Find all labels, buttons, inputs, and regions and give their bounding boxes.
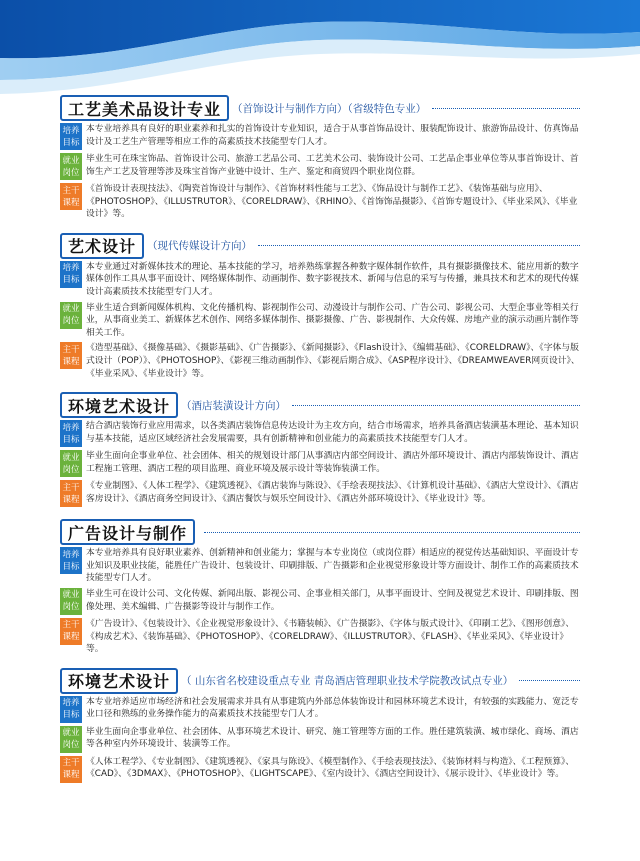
badge-label-bottom: 课程 bbox=[62, 494, 80, 505]
training-goal-text: 结合酒店装饰行业应用需求，以各类酒店装饰信息传达设计为主攻方向，结合市场需求，培养具备酒店装潢基本理论、基本知识与基本技能，适应区域经济社会发展需要，具有创新精神和创业能力的高素质技术技能型专门人才。 bbox=[86, 421, 579, 444]
badge-label-top: 主干 bbox=[62, 185, 80, 196]
employment-badge bbox=[60, 726, 82, 753]
employment-row bbox=[60, 302, 580, 340]
program-section bbox=[60, 393, 580, 507]
training-goal-badge bbox=[60, 420, 82, 447]
courses-badge bbox=[60, 342, 82, 369]
training-goal-row bbox=[60, 420, 580, 447]
badge-label-top: 培养 bbox=[62, 698, 80, 709]
courses-row bbox=[60, 480, 580, 507]
employment-row bbox=[60, 450, 580, 477]
courses-text: 《造型基础》、《摄像基础》、《摄影基础》、《广告摄影》、《新闻摄影》、《Flash设计》、《编辑基础》、《CORELDRAW》、《字体与版式设计（POP）》、《PHOTOSHOP》、《影视三维动画制作》、《影视后期合成》、《ASP程序设计》、《DREAMWEAVER网页设计》、《毕业采风》、《毕业设计》等。 bbox=[86, 343, 580, 379]
badge-label-bottom: 目标 bbox=[62, 137, 80, 148]
section-header bbox=[60, 234, 580, 258]
section-divider bbox=[519, 680, 580, 681]
badge-label-bottom: 目标 bbox=[62, 710, 80, 721]
section-title: 环境艺术设计 bbox=[60, 392, 178, 418]
badge-label-bottom: 目标 bbox=[62, 434, 80, 445]
section-divider bbox=[204, 532, 580, 533]
badge-label-top: 培养 bbox=[62, 549, 80, 560]
employment-text: 毕业生可在设计公司、文化传媒、新闻出版、影视公司、企事业相关部门，从事平面设计、空间及视觉艺术设计、印刷排版、图像处理、美术编辑、广告摄影等设计与制作工作。 bbox=[86, 588, 579, 612]
courses-text: 《专业制图》、《人体工程学》、《建筑透视》、《酒店装饰与陈设》、《手绘表现技法》、《计算机设计基础》、《酒店大堂设计》、《酒店客房设计》、《酒店商务空间设计》、《酒店餐饮与娱乐空间设计》、《酒店外部环境设计》、《毕业设计》等。 bbox=[86, 481, 579, 504]
badge-label-top: 主干 bbox=[62, 620, 80, 631]
badge-label-bottom: 课程 bbox=[62, 770, 80, 781]
courses-badge bbox=[60, 183, 82, 210]
program-section bbox=[60, 520, 580, 656]
badge-label-bottom: 课程 bbox=[62, 632, 80, 643]
training-goal-badge bbox=[60, 123, 82, 150]
training-goal-text: 本专业通过对新媒体技术的理论、基本技能的学习，培养熟练掌握各种数字媒体制作软件，具有摄影摄像技术、能应用新的数字媒体创作工具从事平面设计、网络媒体制作、动画制作、数字影视技术、新闻与信息的采写与传播，兼具技术和艺术的现代传媒设计高素质技术技能型专门人才。 bbox=[86, 261, 579, 297]
section-subtitle: （首饰设计与制作方向）（省级特色专业） bbox=[232, 102, 427, 115]
training-goal-badge bbox=[60, 696, 82, 723]
badge-label-bottom: 岗位 bbox=[62, 167, 80, 178]
badge-label-top: 培养 bbox=[62, 125, 80, 136]
employment-row bbox=[60, 153, 580, 180]
section-header bbox=[60, 669, 580, 693]
badge-label-bottom: 岗位 bbox=[62, 740, 80, 751]
section-subtitle: （酒店装潢设计方向） bbox=[181, 399, 287, 412]
employment-text: 毕业生适合到新闻媒体机构、文化传播机构、影视制作公司、动漫设计与制作公司、广告公司、影视公司、大型企事业等相关行业，从事商业美工、新媒体艺术创作、网络多媒体制作、摄影摄像、广告、影视制作、大众传媒、房地产业的演示动画片制作等相关工作。 bbox=[86, 302, 579, 338]
badge-label-top: 培养 bbox=[62, 422, 80, 433]
badge-label-top: 主干 bbox=[62, 344, 80, 355]
employment-badge bbox=[60, 588, 82, 615]
employment-badge bbox=[60, 450, 82, 477]
training-goal-badge bbox=[60, 261, 82, 288]
training-goal-row bbox=[60, 696, 580, 723]
program-section bbox=[60, 96, 580, 221]
courses-badge bbox=[60, 480, 82, 507]
section-subtitle: （ 山东省名校建设重点专业 青岛酒店管理职业技术学院教改试点专业） bbox=[181, 675, 514, 688]
badge-label-top: 就业 bbox=[62, 452, 80, 463]
training-goal-text: 本专业培养具有良好的职业素养和扎实的首饰设计专业知识，适合于从事首饰品设计、服装配饰设计、旅游饰品设计、仿真饰品设计及工艺生产管理等相应工作的高素质技术技能型专门人才。 bbox=[86, 124, 579, 147]
badge-label-top: 培养 bbox=[62, 263, 80, 274]
section-divider bbox=[292, 405, 580, 406]
badge-label-top: 就业 bbox=[62, 590, 80, 601]
courses-row bbox=[60, 618, 580, 656]
employment-row bbox=[60, 726, 580, 753]
section-divider bbox=[432, 108, 580, 109]
section-title: 环境艺术设计 bbox=[60, 668, 178, 694]
training-goal-text: 本专业培养具有良好职业素养、创新精神和创业能力；掌握与本专业岗位（或岗位群）相适应的视觉传达基础知识、平面设计专业知识及职业技能，能胜任广告设计、包装设计、印刷排版、广告摄影和企业视觉形象设计等方面设计、制作工作的高素质技术技能型专门人才。 bbox=[86, 548, 579, 584]
courses-row bbox=[60, 183, 580, 221]
badge-label-bottom: 岗位 bbox=[62, 464, 80, 475]
section-header bbox=[60, 96, 580, 120]
badge-label-top: 就业 bbox=[62, 304, 80, 315]
section-title: 艺术设计 bbox=[60, 233, 144, 259]
courses-badge bbox=[60, 618, 82, 645]
employment-text: 毕业生面向企事业单位、社会团体、从事环境艺术设计、研究、施工管理等方面的工作。胜任建筑装潢、城市绿化、商场、酒店等各种室内外环境设计、装潢等工作。 bbox=[86, 726, 579, 750]
employment-badge bbox=[60, 302, 82, 329]
badge-label-bottom: 目标 bbox=[62, 275, 80, 286]
courses-row bbox=[60, 342, 580, 380]
courses-row bbox=[60, 756, 580, 783]
courses-text: 《首饰设计表现技法》、《陶瓷首饰设计与制作》、《首饰材料性能与工艺》、《饰品设计与制作工艺》、《装饰基础与应用》、《PHOTOSHOP》、《ILLUSTRUTOR》、《CORELDRAW》、《RHINO》、《首饰饰品摄影》、《首饰专题设计》、《毕业采风》、《毕业设计》等。 bbox=[86, 184, 578, 220]
employment-text: 毕业生面向企事业单位、社会团体、相关的规划设计部门从事酒店内部空间设计、酒店外部环境设计、酒店内部装饰设计、酒店工程施工管理、酒店工程的项目监理、商业环境及展示设计等装饰装潢工作。 bbox=[86, 451, 579, 474]
program-section bbox=[60, 234, 580, 380]
employment-badge bbox=[60, 153, 82, 180]
section-subtitle: （现代传媒设计方向） bbox=[147, 240, 253, 253]
section-header bbox=[60, 520, 580, 544]
training-goal-text: 本专业培养适应市场经济和社会发展需求并具有从事建筑内外部总体装饰设计和园林环境艺术设计，有较强的实践能力、宽泛专业口径和熟练的业务操作能力的高素质技术技能型专门人才。 bbox=[86, 696, 579, 720]
section-title: 工艺美术品设计专业 bbox=[60, 95, 229, 121]
badge-label-bottom: 课程 bbox=[62, 356, 80, 367]
header-wave-banner bbox=[0, 0, 640, 110]
courses-text: 《广告设计》、《包装设计》、《企业视觉形象设计》、《书籍装帧》、《广告摄影》、《字体与版式设计》、《印刷工艺》、《图形创意》、《构成艺术》、《装饰基础》、《PHOTOSHOP》、《CORELDRAW》、《ILLUSTRUTOR》、《FLASH》、《毕业采风》、《毕业设计》等。 bbox=[86, 618, 575, 655]
courses-badge bbox=[60, 756, 82, 783]
badge-label-bottom: 课程 bbox=[62, 197, 80, 208]
section-header bbox=[60, 393, 580, 417]
badge-label-top: 就业 bbox=[62, 155, 80, 166]
employment-row bbox=[60, 588, 580, 615]
program-section bbox=[60, 669, 580, 783]
training-goal-badge bbox=[60, 547, 82, 574]
badge-label-bottom: 目标 bbox=[62, 561, 80, 572]
badge-label-top: 就业 bbox=[62, 728, 80, 739]
training-goal-row bbox=[60, 123, 580, 150]
badge-label-bottom: 岗位 bbox=[62, 316, 80, 327]
section-divider bbox=[258, 245, 580, 246]
training-goal-row bbox=[60, 261, 580, 299]
courses-text: 《人体工程学》、《专业制图》、《建筑透视》、《家具与陈设》、《模型制作》、《手绘表现技法》、《装饰材料与构造》、《工程预算》、《CAD》、《3DMAX》、《PHOTOSHOP》、《LIGHTSCAPE》、《室内设计》、《酒店空间设计》、《展示设计》、《毕业设计》等。 bbox=[86, 756, 575, 780]
training-goal-row bbox=[60, 547, 580, 585]
program-list bbox=[60, 96, 580, 796]
badge-label-bottom: 岗位 bbox=[62, 602, 80, 613]
employment-text: 毕业生可在珠宝饰品、首饰设计公司、旅游工艺品公司、工艺美术公司、装饰设计公司、工艺品企事业单位等从事首饰设计、首饰生产工艺及管理等涉及珠宝首饰产业链中设计、生产、鉴定和商贸四个职业岗位群。 bbox=[86, 154, 579, 177]
section-title: 广告设计与制作 bbox=[60, 519, 195, 545]
badge-label-top: 主干 bbox=[62, 482, 80, 493]
badge-label-top: 主干 bbox=[62, 758, 80, 769]
